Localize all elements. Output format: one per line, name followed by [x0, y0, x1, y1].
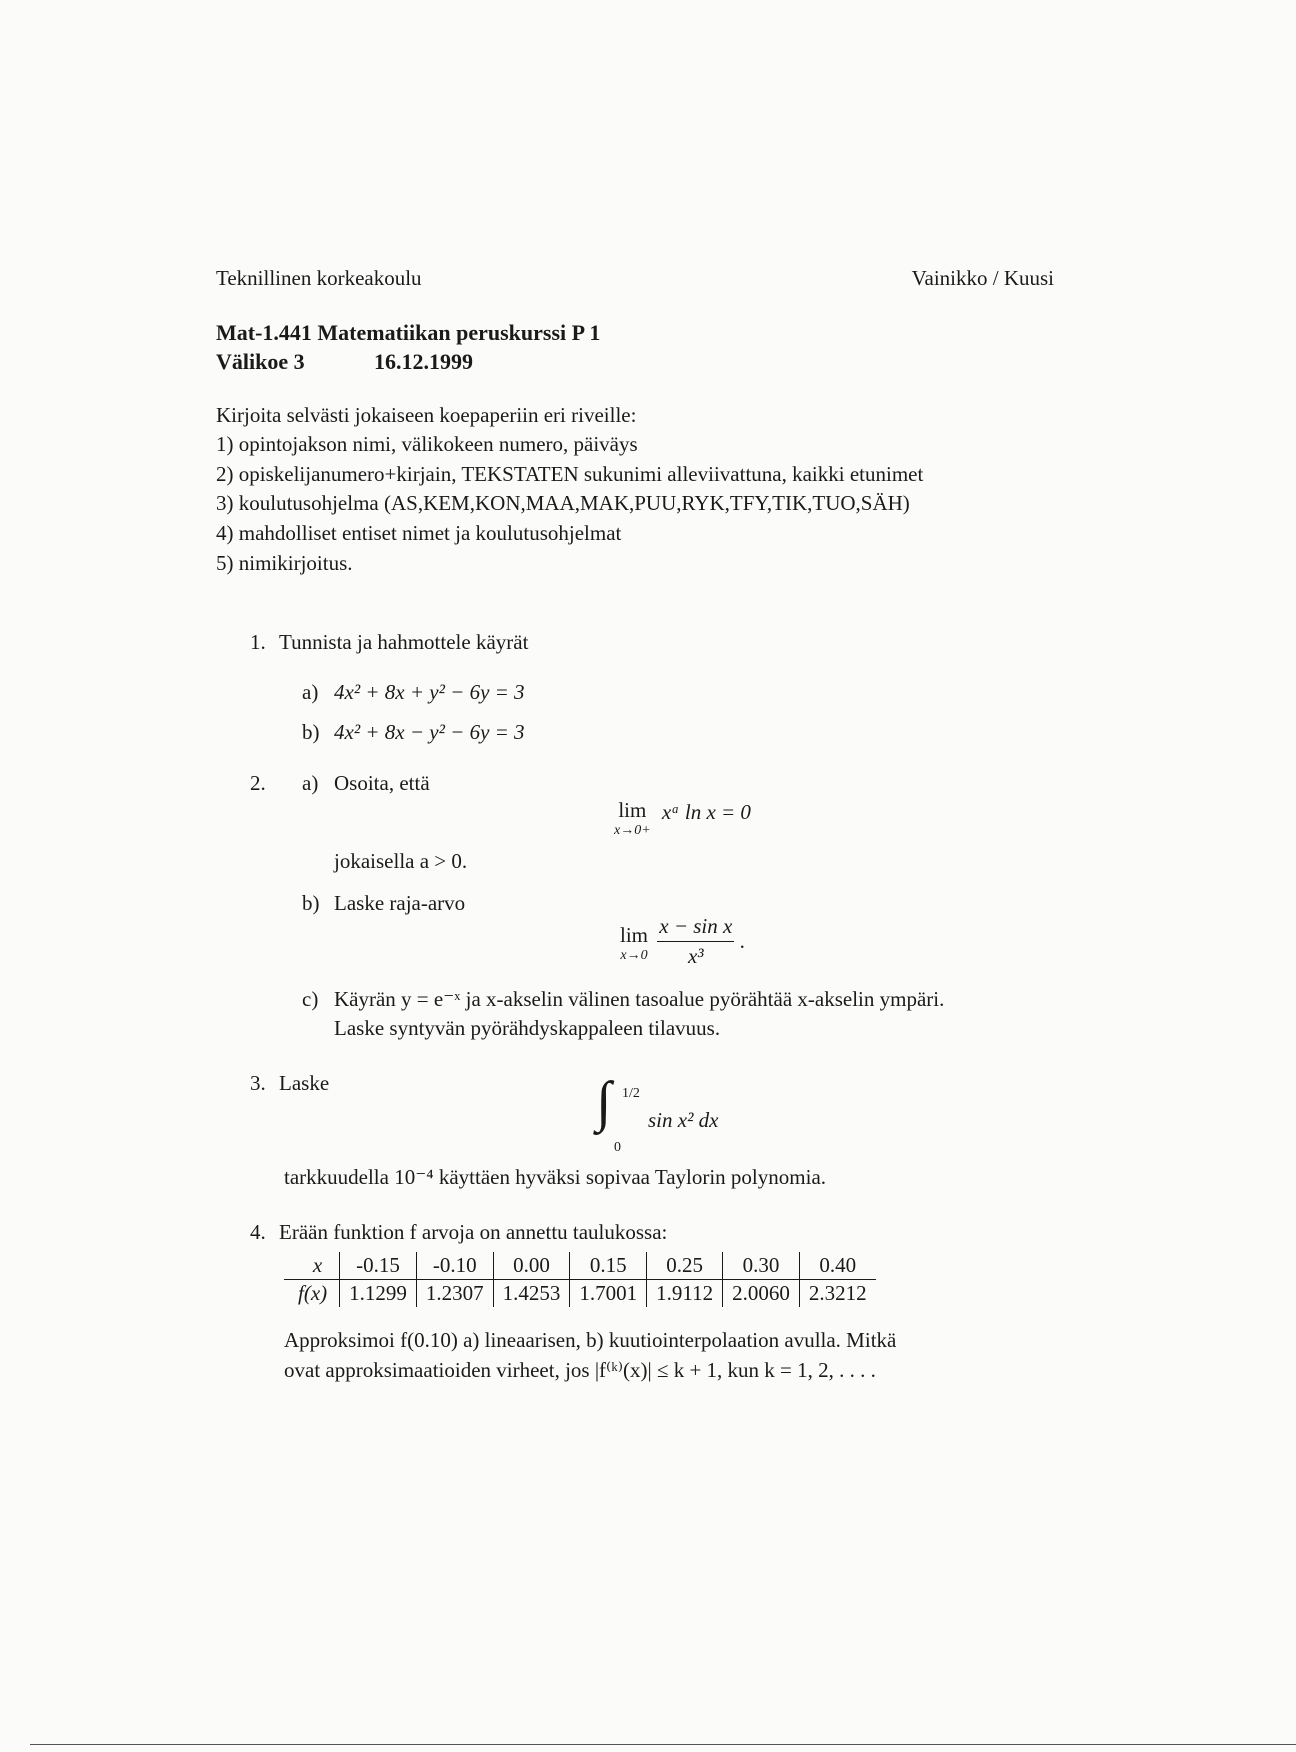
table-cell: -0.15	[340, 1252, 417, 1280]
lim-subscript: x→0+	[614, 823, 651, 838]
table-cell: 1.1299	[340, 1280, 417, 1308]
table-cell: 0.40	[799, 1252, 875, 1280]
problem-1b-equation: 4x² + 8x − y² − 6y = 3	[334, 720, 525, 744]
limit-expression: xᵃ ln x = 0	[661, 800, 751, 824]
lim-subscript: x→0	[620, 947, 648, 963]
institution: Teknillinen korkeakoulu	[216, 266, 422, 290]
integrand: sin x² dx	[648, 1108, 719, 1132]
limit-operator	[614, 800, 651, 838]
table-cell: 2.0060	[723, 1280, 800, 1308]
problem-1-text: Tunnista ja hahmottele käyrät	[279, 630, 529, 654]
instruction-item: 4) mahdolliset entiset nimet ja koulutusohjelmat	[216, 521, 622, 545]
fraction-numerator: x − sin x	[657, 914, 734, 942]
table-cell: 2.3212	[799, 1280, 875, 1308]
problem-1b-label: b)	[302, 720, 320, 744]
problem-3-text: Laske	[279, 1071, 330, 1095]
instruction-item: 3) koulutusohjelma (AS,KEM,KON,MAA,MAK,PUU,RYK,TFY,TIK,TUO,SÄH)	[216, 491, 910, 515]
scan-bottom-edge	[30, 1744, 1296, 1745]
exam-date: 16.12.1999	[374, 349, 473, 374]
problem-2c-line-1: Käyrän y = e⁻ˣ ja x-akselin välinen tasoalue pyörähtää x-akselin ympäri.	[334, 987, 945, 1011]
problem-2c-line-2: Laske syntyvän pyörähdyskappaleen tilavuus.	[334, 1016, 721, 1040]
table-cell: 1.4253	[493, 1280, 570, 1308]
instructions-intro: Kirjoita selvästi jokaiseen koepaperiin eri riveille:	[216, 403, 637, 427]
lim-word: lim	[618, 798, 647, 822]
values-table	[284, 1252, 876, 1307]
instruction-item: 2) opiskelijanumero+kirjain, TEKSTATEN sukunimi alleviivattuna, kaikki etunimet	[216, 462, 924, 486]
problem-2-number: 2.	[250, 771, 266, 795]
lim-word: lim	[620, 922, 649, 947]
problem-1-number: 1.	[250, 630, 266, 654]
table-cell: -0.10	[416, 1252, 493, 1280]
instruction-item: 5) nimikirjoitus.	[216, 551, 353, 575]
limit-formula-b	[620, 914, 745, 969]
authors: Vainikko / Kuusi	[911, 266, 1054, 290]
integral-sign: ∫	[596, 1071, 612, 1133]
problem-1a-label: a)	[302, 680, 319, 704]
table-cell: 1.2307	[416, 1280, 493, 1308]
table-cell: 0.30	[723, 1252, 800, 1280]
limit-operator	[620, 922, 649, 963]
problem-2c-label: c)	[302, 987, 319, 1011]
problem-4-text: Erään funktion f arvoja on annettu taulukossa:	[279, 1220, 668, 1244]
table-cell: 0.00	[493, 1252, 570, 1280]
problem-4-line-2: ovat approksimaatioiden virheet, jos |f⁽ᵏ⁾(x)| ≤ k + 1, kun k = 1, 2, . . . .	[284, 1358, 876, 1382]
problem-4-line-1: Approksimoi f(0.10) a) lineaarisen, b) kuutiointerpolaation avulla. Mitkä	[284, 1328, 897, 1352]
problem-2a-condition: jokaisella a > 0.	[334, 849, 468, 873]
table-cell: 0.25	[647, 1252, 723, 1280]
formula-period: .	[739, 929, 745, 953]
table-header-fx: f(x)	[298, 1281, 328, 1305]
problem-2a-label: a)	[302, 771, 319, 795]
limit-formula-a	[614, 800, 751, 838]
problem-3-accuracy: tarkkuudella 10⁻⁴ käyttäen hyväksi sopivaa Taylorin polynomia.	[284, 1165, 827, 1189]
problem-2a-text: Osoita, että	[334, 771, 430, 795]
problem-1a-equation: 4x² + 8x + y² − 6y = 3	[334, 680, 525, 704]
integral-formula	[596, 1071, 756, 1160]
fraction-denominator: x³	[687, 944, 704, 968]
table-row	[284, 1252, 876, 1280]
table-cell: 0.15	[570, 1252, 647, 1280]
table-header-x: x	[284, 1252, 340, 1280]
problem-2b-text: Laske raja-arvo	[334, 891, 466, 915]
instruction-item: 1) opintojakson nimi, välikokeen numero, päiväys	[216, 432, 638, 456]
table-cell: 1.9112	[647, 1280, 723, 1308]
table-row	[284, 1280, 876, 1308]
problem-2b-label: b)	[302, 891, 320, 915]
integral-upper-limit: 1/2	[622, 1086, 640, 1101]
table-cell: 1.7001	[570, 1280, 647, 1308]
integral-lower-limit: 0	[614, 1140, 621, 1155]
course-title: Mat-1.441 Matematiikan peruskurssi P 1	[216, 320, 601, 345]
exam-label: Välikoe 3	[216, 349, 305, 374]
problem-3-number: 3.	[250, 1071, 266, 1095]
fraction	[657, 914, 734, 969]
values-table-wrapper	[284, 1252, 876, 1307]
problem-4-number: 4.	[250, 1220, 266, 1244]
